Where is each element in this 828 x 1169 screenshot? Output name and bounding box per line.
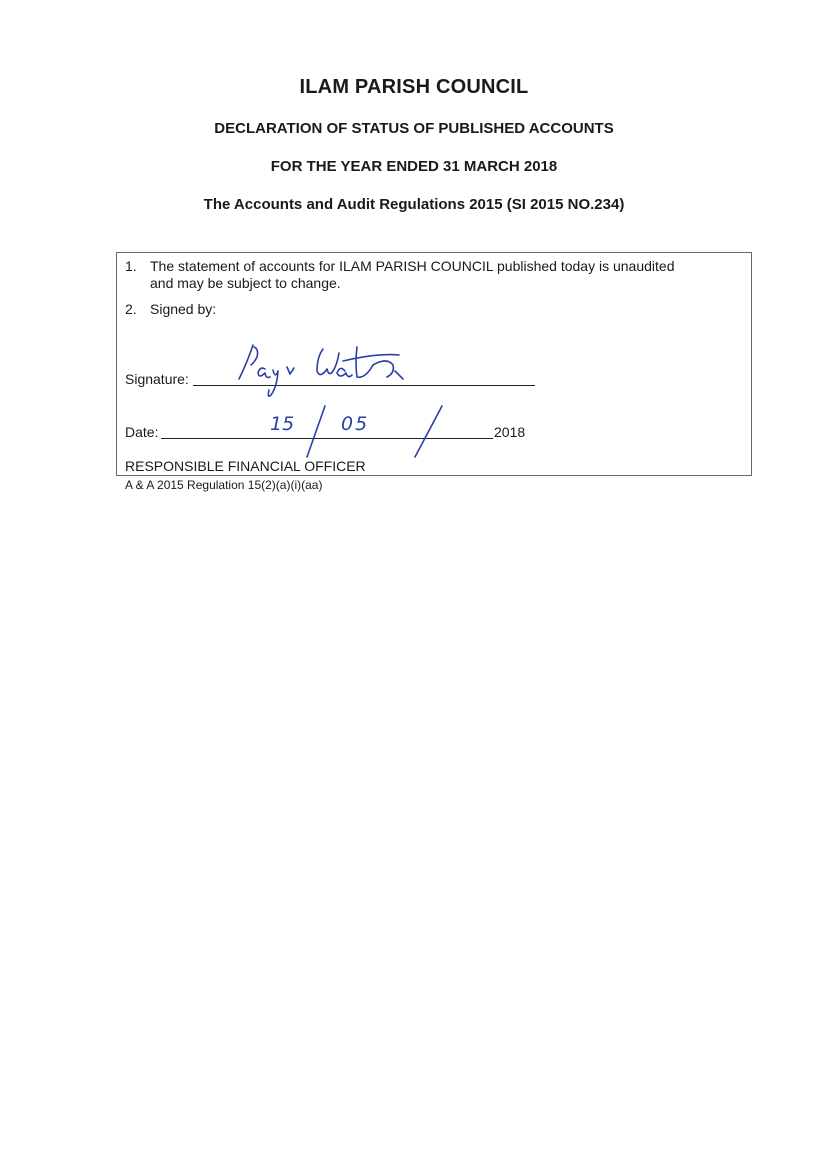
item-1-number: 1. (125, 258, 137, 274)
item-2-number: 2. (125, 301, 137, 317)
declaration-box (116, 252, 752, 476)
handwritten-date-day: 15 (270, 413, 295, 435)
year-heading: FOR THE YEAR ENDED 31 MARCH 2018 (270, 158, 558, 175)
council-title: ILAM PARISH COUNCIL (299, 76, 529, 98)
handwritten-signature (227, 335, 427, 405)
officer-role: RESPONSIBLE FINANCIAL OFFICER (125, 458, 366, 474)
regulation-footnote: A & A 2015 Regulation 15(2)(a)(i)(aa) (125, 478, 323, 492)
declaration-heading: DECLARATION OF STATUS OF PUBLISHED ACCOUNTS (214, 120, 614, 137)
item-1-text-line-2: and may be subject to change. (150, 275, 341, 291)
date-year: 2018 (494, 424, 526, 440)
date-label: Date: (125, 424, 159, 440)
regulations-heading: The Accounts and Audit Regulations 2015 (SI 2015 NO.234) (203, 196, 625, 213)
item-1-text-line-1: The statement of accounts for ILAM PARISH COUNCIL published today is unaudited (150, 258, 675, 274)
signature-label: Signature: (125, 371, 189, 387)
signed-by-label: Signed by: (150, 301, 217, 317)
handwritten-date-month: 05 (341, 413, 370, 435)
